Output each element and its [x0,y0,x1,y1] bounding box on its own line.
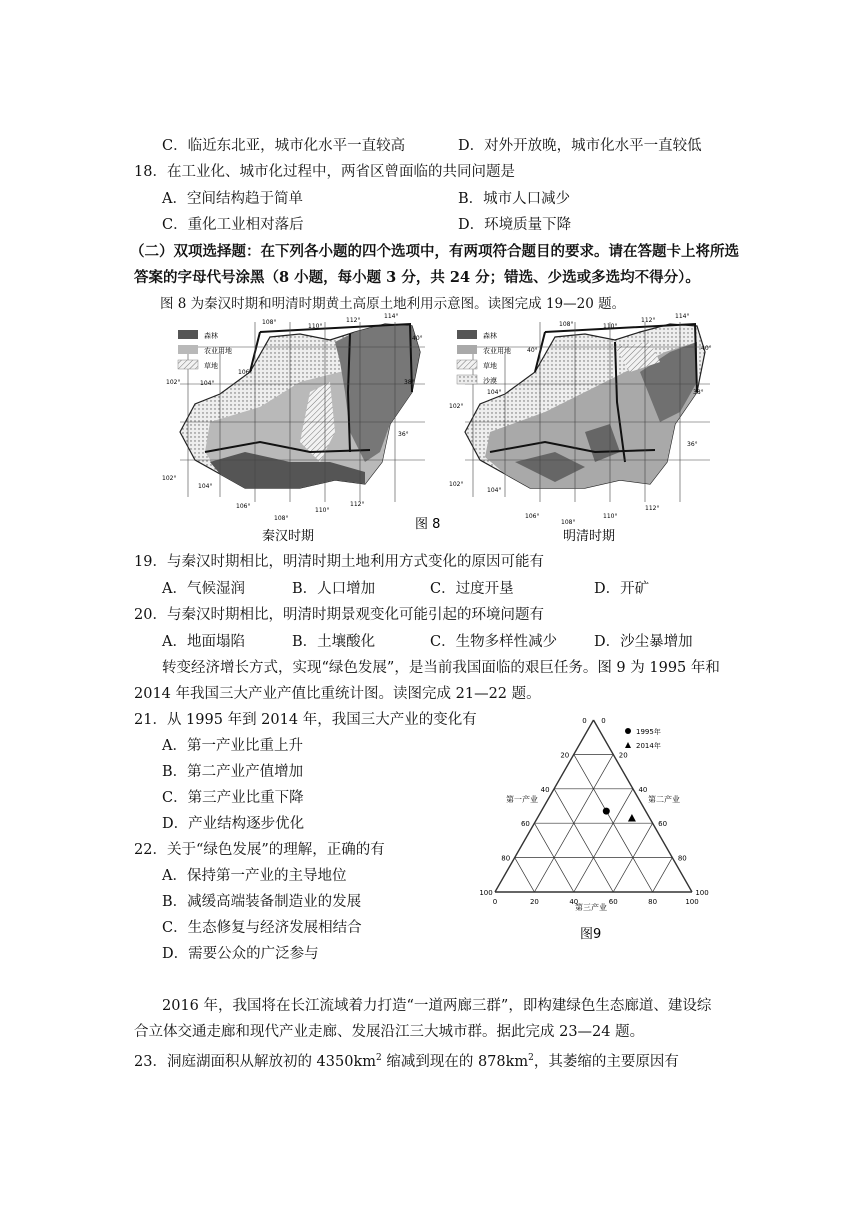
lon-label: 106° [238,369,253,376]
lon-label: 110° [603,513,618,520]
lon-label: 102° [166,379,181,386]
ternary-points [603,808,636,822]
grid-line [574,789,633,892]
tick-label: 0 [492,898,498,906]
grid-line [495,720,594,892]
legend-desert: 沙漠 [483,377,497,385]
ternary-grid [495,720,692,892]
q22-stem: 22．关于“绿色发展”的理解，正确的有 [134,842,385,858]
lon-label: 114° [384,313,399,320]
lon-label: 110° [315,507,330,514]
q22-option-b: B．减缓高端装备制造业的发展 [162,894,362,910]
q21-stem: 21．从 1995 年到 2014 年，我国三大产业的变化有 [134,712,477,728]
lat-label: 36° [687,441,698,448]
lon-label: 104° [198,483,213,490]
q19-option-d: D．开矿 [594,581,650,597]
lat-label: 38° [404,379,415,386]
legend-farmland: 农业用地 [483,347,511,355]
lon-label: 112° [645,505,660,512]
passage-21-line2: 2014 年我国三大产业产值比重统计图。读图完成 21—22 题。 [134,686,541,702]
lon-label: 112° [350,501,365,508]
lon-label: 104° [487,389,502,396]
lat-label: 40° [701,345,712,352]
lon-label: 110° [603,323,618,330]
q17-option-d: D．对外开放晚，城市化水平一直较低 [458,138,702,154]
tick-label: 80 [648,898,658,906]
tick-label: 0 [582,717,587,725]
q23-sup-2: 2 [528,1053,534,1063]
figure-9-ternary-chart [470,710,710,944]
lat-label: 40° [527,347,538,354]
tick-label: 60 [608,898,618,906]
axis-label-secondary: 第二产业 [648,795,680,804]
lon-label: 106° [525,513,540,520]
figure-9-caption: 图9 [580,927,602,942]
legend-grassland: 草地 [483,362,497,370]
lat-label: 40° [412,335,423,342]
q20-option-a: A．地面塌陷 [162,634,245,650]
lon-label: 108° [561,519,576,526]
lon-label: 104° [487,487,502,494]
q23-stem [134,1048,679,1072]
q17-option-c: C．临近东北亚，城市化水平一直较高 [162,138,406,154]
q20-option-d: D．沙尘暴增加 [594,634,693,650]
tick-label: 80 [677,854,687,863]
tick-label: 60 [520,820,530,829]
lon-label: 106° [236,503,251,510]
q22-option-d: D．需要公众的广泛参与 [162,946,319,962]
lon-label: 102° [449,403,464,410]
legend-farmland: 农业用地 [204,347,232,355]
grid-line [653,858,673,892]
lon-label: 108° [274,515,289,522]
tick-label: 60 [658,820,668,829]
data-point-1995年 [603,808,610,815]
tick-label: 80 [501,854,511,863]
q21-option-c: C．第三产业比重下降 [162,790,304,806]
map-title-mingqing: 明清时期 [563,529,616,544]
q23-text-2: 缩减到现在的 878km [381,1053,529,1070]
q21-option-a: A．第一产业比重上升 [162,738,303,754]
legend-forest: 森林 [483,332,497,340]
q20-stem: 20．与秦汉时期相比，明清时期景观变化可能引起的环境问题有 [134,607,544,623]
legend-grassland: 草地 [204,362,218,370]
lat-label: 36° [398,431,409,438]
axis-label-primary: 第一产业 [506,795,538,804]
q18-option-c: C．重化工业相对落后 [162,217,304,233]
q18-option-a: A．空间结构趋于简单 [162,191,303,207]
q19-option-a: A．气候湿润 [162,581,245,597]
q19-option-b: B．人口增加 [292,581,376,597]
lon-label: 114° [675,313,690,320]
legend-label-1995: 1995年 [636,728,661,736]
tick-label: 20 [618,751,628,760]
q20-option-c: C．生物多样性减少 [430,634,558,650]
section2-heading: （二）双项选择题：在下列各小题的四个选项中，有两项符合题目的要求。请在答题卡上将所选 [130,243,739,260]
q21-option-d: D．产业结构逐步优化 [162,816,305,832]
q18-stem: 18．在工业化、城市化过程中，两省区曾面临的共同问题是 [134,164,515,180]
q19-option-c: C．过度开垦 [430,581,514,597]
legend-marker-2014 [625,742,631,748]
lat-label: 38° [693,389,704,396]
tick-label: 40 [540,785,550,794]
q23-text-1: 23．洞庭湖面积从解放初的 4350km [134,1053,376,1070]
tick-label: 100 [695,889,709,897]
tick-label: 100 [685,898,699,906]
map-title-qinhan: 秦汉时期 [262,529,315,544]
tick-label: 0 [601,717,606,725]
passage-23-line1: 2016 年，我国将在长江流域着力打造“一道两廊三群”，即构建绿色生态廊道、建设综 [162,998,712,1014]
map-mingqing [449,313,712,544]
tick-label: 40 [569,898,579,906]
axis-label-tertiary: 第三产业 [575,903,607,912]
legend-label-2014: 2014年 [636,742,661,750]
q20-option-b: B．土壤酸化 [292,634,376,650]
map-qinhan [162,313,425,544]
legend-marker-1995 [625,728,631,734]
lon-label: 112° [346,317,361,324]
q23-text-3: ，其萎缩的主要原因有 [533,1053,679,1070]
lon-label: 102° [449,481,464,488]
legend-forest: 森林 [204,332,218,340]
grid-line [515,858,535,892]
tick-label: 20 [529,898,539,906]
fig8-intro: 图 8 为秦汉时期和明清时期黄土高原土地利用示意图。读图完成 19—20 题。 [160,296,626,312]
tick-label: 20 [560,751,570,760]
section2-heading-cont: 答案的字母代号涂黑（8 小题，每小题 3 分，共 24 分；错选、少选或多选均不得分）。 [134,269,700,286]
ternary-ticks [479,717,708,906]
q19-stem: 19．与秦汉时期相比，明清时期土地利用方式变化的原因可能有 [134,554,544,570]
passage-21-line1: 转变经济增长方式，实现“绿色发展”，是当前我国面临的艰巨任务。图 9 为 1995 年和 [162,660,720,676]
q18-option-b: B．城市人口减少 [458,191,571,207]
lon-label: 108° [262,319,277,326]
figure-8-caption: 图 8 [415,517,441,532]
passage-23-line2: 合立体交通走廊和现代产业走廊、发展沿江三大城市群。据此完成 23—24 题。 [134,1024,645,1040]
q18-option-d: D．环境质量下降 [458,217,572,233]
tick-label: 100 [479,889,493,897]
lon-label: 104° [200,380,215,387]
data-point-2014年 [628,814,636,822]
grid-line [554,789,613,892]
lon-label: 102° [162,475,177,482]
tick-label: 40 [638,785,648,794]
lon-label: 110° [308,323,323,330]
figure-8 [150,312,720,544]
q22-option-a: A．保持第一产业的主导地位 [162,868,347,884]
lon-label: 108° [559,321,574,328]
q21-option-b: B．第二产业产值增加 [162,764,304,780]
q22-option-c: C．生态修复与经济发展相结合 [162,920,362,936]
q23-sup-1: 2 [376,1053,382,1063]
lon-label: 112° [641,317,656,324]
